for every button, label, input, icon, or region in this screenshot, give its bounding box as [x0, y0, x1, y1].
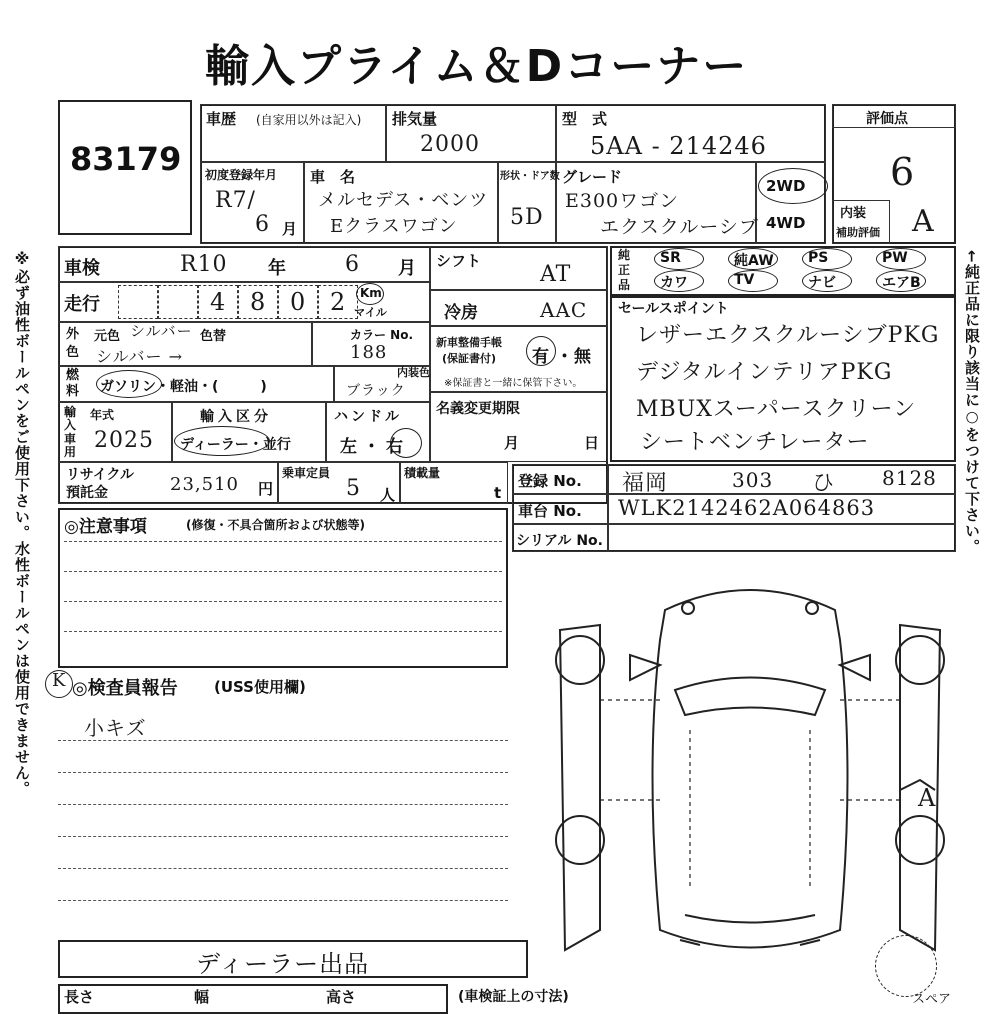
history-note: (自家用以外は記入)	[256, 113, 362, 127]
shift-value: AT	[540, 262, 572, 287]
import-label-1: 輸入	[64, 405, 77, 432]
genuine-item-circle	[654, 248, 704, 270]
inspection-value: R10	[180, 252, 228, 277]
score-value: 6	[890, 150, 916, 194]
int-color-value: ブラック	[346, 383, 406, 399]
displacement-label: 排気量	[392, 110, 438, 128]
model-label: 型 式	[562, 110, 608, 128]
genuine-item-circle	[876, 270, 926, 292]
inspector-label: ◎検査員報告	[72, 678, 178, 699]
first-reg-label: 初度登録年月	[205, 168, 278, 182]
booklet-label-1: 新車整備手帳	[436, 336, 502, 349]
recycle-label-1: リサイクル	[66, 467, 135, 483]
model-value: 5AA - 214246	[590, 132, 767, 160]
registration-label: 登録 No.	[518, 472, 582, 490]
booklet-sep: ・	[556, 347, 573, 367]
dims-height: 高さ	[326, 988, 357, 1006]
import-dealer-circle	[174, 426, 270, 456]
mileage-unit-mile: マイル	[354, 306, 387, 319]
genuine-item: PW	[882, 250, 908, 266]
load-label: 積載量	[404, 466, 441, 480]
import-type-label: 輸入区分	[200, 409, 272, 425]
car-diagram	[540, 570, 960, 970]
mileage-unit-km: Km	[360, 286, 382, 300]
fuel-gasoline-circle	[96, 370, 162, 398]
recycle-value: 23,510	[170, 474, 239, 495]
mileage-digit-box	[118, 285, 158, 319]
score-label: 評価点	[866, 111, 908, 127]
load-unit: t	[494, 484, 502, 502]
serial-label: シリアル No.	[516, 533, 603, 549]
mileage-label: 走行	[64, 294, 100, 315]
capacity-unit: 人	[380, 486, 396, 504]
car-name-value-2: Eクラスワゴン	[330, 216, 458, 237]
fuel-label: 燃料	[66, 368, 80, 399]
genuine-item: SR	[660, 250, 681, 266]
capacity-value: 5	[346, 476, 361, 501]
fuel-options: ガソリン・軽油・( )	[100, 379, 267, 395]
drive-2wd: 2WD	[766, 177, 806, 195]
diagram-mark: A	[918, 784, 937, 812]
genuine-item: エアB	[882, 275, 921, 291]
genuine-item: 純AW	[734, 253, 774, 269]
left-vertical-note: ※必ず油性ボールペンをご使用下さい。水性ボールペンは使用できません。	[13, 250, 31, 797]
genuine-item-circle	[876, 248, 926, 270]
grade-value-1: E300ワゴン	[565, 190, 680, 212]
handle-label: ハンドル	[334, 409, 402, 425]
capacity-label: 乗車定員	[282, 466, 331, 480]
name-change-day: 日	[584, 434, 600, 452]
sales-label: セールスポイント	[618, 301, 729, 317]
spare-label: スペア	[912, 992, 952, 1007]
booklet-label-2: (保証書付)	[442, 352, 497, 365]
name-change-month: 月	[504, 434, 520, 452]
interior-label-1: 内装	[840, 206, 867, 221]
mileage-digit: 4	[210, 288, 227, 316]
shift-label: シフト	[436, 252, 482, 270]
mileage-digit-box	[158, 285, 198, 319]
car-name-label: 車 名	[310, 168, 356, 186]
handle-value: 左・右	[340, 437, 409, 457]
registration-value-2: 303	[732, 468, 774, 492]
mileage-digit: 0	[290, 288, 307, 316]
inspection-month-unit: 月	[398, 258, 416, 279]
grade-label: グレード	[562, 168, 623, 186]
first-reg-month: 6	[255, 212, 270, 237]
inspection-month: 6	[345, 252, 360, 277]
import-year: 2025	[94, 428, 154, 453]
doors-label: 形状・ドア数	[500, 171, 560, 182]
inspector-value: 小キズ	[84, 716, 147, 740]
booklet-yes: 有	[532, 347, 549, 367]
genuine-item: TV	[734, 272, 755, 288]
exterior-label: 外色	[66, 327, 80, 360]
drive-2wd-circle	[758, 168, 828, 204]
first-reg-month-unit: 月	[282, 220, 298, 238]
genuine-label: 純正品	[618, 248, 631, 292]
exterior-repaint-label: 色替	[200, 329, 227, 344]
recycle-label-2: 預託金	[66, 485, 108, 501]
int-color-label: 内装色	[397, 366, 430, 379]
exterior-value: シルバー →	[96, 347, 183, 366]
sales-line-2: デジタルインテリアPKG	[636, 360, 893, 385]
interior-value: A	[912, 204, 935, 239]
dims-width: 幅	[194, 988, 210, 1006]
car-name-value-1: メルセデス・ベンツ	[318, 190, 489, 211]
mileage-digit: 2	[330, 288, 347, 316]
registration-value-4: 8128	[882, 466, 937, 490]
registration-value-3: ひ	[812, 471, 836, 496]
inspector-mark: K	[52, 670, 67, 691]
inspector-sub: (USS使用欄)	[214, 678, 306, 696]
history-label: 車歴	[206, 110, 237, 128]
genuine-item-circle	[728, 270, 778, 292]
doors-value: 5D	[510, 205, 544, 230]
first-reg-value: R7/	[215, 188, 256, 213]
ac-label: 冷房	[444, 303, 478, 323]
grade-value-2: エクスクルーシブ	[600, 216, 759, 238]
sales-line-4: シートベンチレーター	[640, 430, 870, 455]
ac-value: AAC	[540, 298, 588, 322]
dims-length: 長さ	[64, 988, 95, 1006]
dims-note: (車検証上の寸法)	[458, 989, 569, 1005]
genuine-item: PS	[808, 250, 829, 266]
genuine-item-circle	[654, 270, 704, 292]
genuine-item: ナビ	[808, 275, 836, 291]
booklet-no: 無	[574, 347, 591, 367]
inspection-year-unit: 年	[268, 258, 286, 279]
interior-label-2: 補助評価	[836, 226, 880, 239]
import-label-2: 車用	[64, 432, 77, 459]
import-year-label: 年式	[90, 408, 115, 422]
genuine-item-circle	[802, 270, 852, 292]
booklet-note: ※保証書と一緒に保管下さい。	[444, 378, 583, 389]
registration-value-1: 福岡	[622, 471, 669, 496]
dims-row	[58, 984, 448, 1014]
right-vertical-note: ←純正品に限り該当に○をつけて下さい。	[963, 250, 981, 555]
color-no-value: 188	[350, 342, 388, 363]
color-no-label: カラー No.	[350, 328, 414, 342]
name-change-label: 名義変更期限	[436, 401, 520, 417]
genuine-item-circle	[728, 248, 778, 270]
mileage-digit: 8	[250, 288, 267, 316]
recycle-unit: 円	[258, 480, 274, 498]
booklet-yes-circle	[526, 336, 556, 366]
handle-right-circle	[390, 428, 422, 458]
notes-label: ◎注意事項	[64, 517, 147, 537]
exterior-original-value: シルバー	[130, 322, 193, 340]
dealer-text: ディーラー出品	[196, 950, 370, 978]
notes-sub: (修復・不具合箇所および状態等)	[186, 518, 365, 532]
chassis-value: WLK2142462A064863	[618, 496, 876, 520]
import-type-value: ディーラー・並行	[180, 437, 291, 453]
exterior-original-label: 元色	[94, 329, 121, 344]
sales-line-1: レザーエクスクルーシブPKG	[636, 323, 940, 348]
displacement-value: 2000	[420, 132, 480, 157]
lot-number: 83179	[70, 140, 182, 178]
drive-4wd: 4WD	[766, 214, 806, 232]
chassis-label: 車台 No.	[518, 502, 582, 520]
page-title: 輸入プライム＆Dコーナー	[205, 41, 749, 92]
inspection-label: 車検	[64, 258, 100, 279]
genuine-item-circle	[802, 248, 852, 270]
sales-line-3: MBUXスーパースクリーン	[636, 397, 917, 422]
genuine-item: カワ	[660, 275, 688, 291]
